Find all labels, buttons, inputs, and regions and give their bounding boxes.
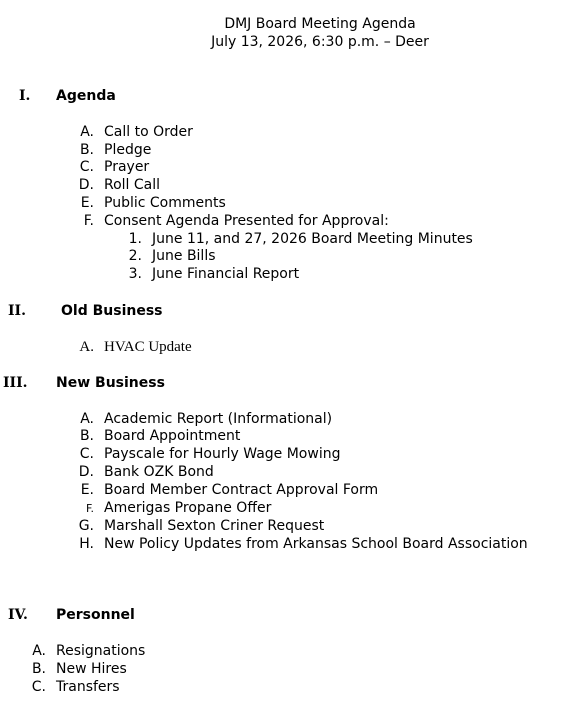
item-letter: A. — [32, 643, 46, 659]
item-transfers: Transfers — [56, 679, 120, 695]
section-title-new-business: New Business — [56, 375, 165, 391]
item-letter: D. — [78, 177, 94, 193]
subitem-number: 1. — [128, 231, 142, 247]
item-letter: C. — [31, 679, 46, 695]
item-board-appointment: Board Appointment — [104, 428, 241, 444]
item-pledge: Pledge — [104, 142, 152, 158]
item-new-hires: New Hires — [56, 661, 127, 677]
subitem-financial-report: June Financial Report — [152, 266, 300, 282]
section-title-agenda: Agenda — [56, 88, 116, 104]
item-letter: H. — [79, 536, 94, 552]
item-letter: D. — [78, 464, 94, 480]
meeting-date-line: July 13, 2026, 6:30 p.m. – Deer — [211, 34, 429, 50]
item-letter: C. — [79, 159, 94, 175]
item-prayer: Prayer — [104, 159, 150, 175]
item-letter: B. — [31, 661, 46, 677]
item-hvac-update: HVAC Update — [104, 339, 192, 355]
item-letter: B. — [79, 428, 94, 444]
item-letter: B. — [79, 142, 94, 158]
item-public-comments: Public Comments — [104, 195, 226, 211]
item-letter: A. — [79, 339, 94, 355]
subitem-number: 2. — [128, 248, 142, 264]
item-academic-report: Academic Report (Informational) — [104, 411, 333, 427]
item-letter: A. — [80, 411, 94, 427]
item-letter: A. — [80, 124, 94, 140]
item-letter: F. — [83, 213, 94, 229]
item-payscale-mowing: Payscale for Hourly Wage Mowing — [104, 446, 341, 462]
section-numeral: II. — [8, 303, 26, 319]
item-letter: E. — [80, 195, 94, 211]
item-resignations: Resignations — [56, 643, 146, 659]
item-letter: C. — [79, 446, 94, 462]
item-bank-ozk-bond: Bank OZK Bond — [104, 464, 214, 480]
section-title-personnel: Personnel — [56, 607, 135, 623]
agenda-title: DMJ Board Meeting Agenda — [224, 16, 416, 32]
section-numeral: IV. — [8, 607, 28, 623]
subitem-june-bills: June Bills — [152, 248, 216, 264]
item-roll-call: Roll Call — [104, 177, 161, 193]
item-policy-updates: New Policy Updates from Arkansas School Board Association — [104, 536, 528, 552]
item-contract-approval-form: Board Member Contract Approval Form — [104, 482, 379, 498]
item-amerigas-propane: Amerigas Propane Offer — [104, 500, 272, 516]
item-letter: G. — [78, 518, 94, 534]
section-title-old-business: Old Business — [61, 303, 163, 319]
section-numeral: I. — [19, 88, 31, 104]
item-letter: F. — [85, 502, 94, 515]
section-numeral: III. — [3, 375, 28, 391]
item-criner-request: Marshall Sexton Criner Request — [104, 518, 325, 534]
item-call-to-order: Call to Order — [104, 124, 193, 140]
item-letter: E. — [80, 482, 94, 498]
subitem-number: 3. — [128, 266, 142, 282]
subitem-minutes: June 11, and 27, 2026 Board Meeting Minutes — [152, 231, 473, 247]
item-consent-agenda: Consent Agenda Presented for Approval: — [104, 213, 389, 229]
